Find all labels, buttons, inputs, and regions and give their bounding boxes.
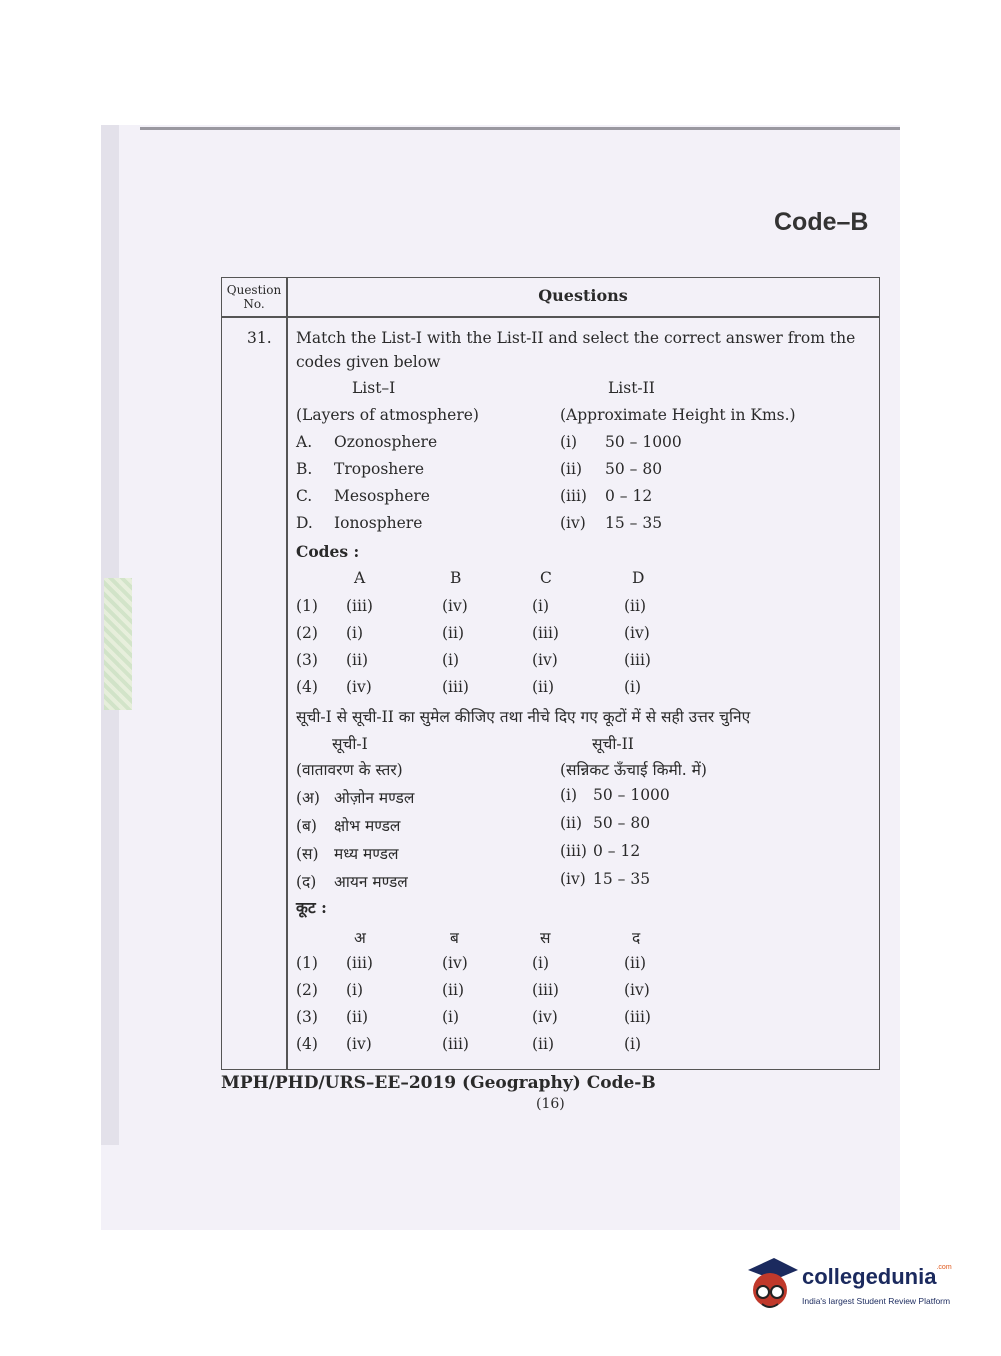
list2-hi-item-key: (i)	[560, 786, 578, 804]
codes-cell: (i)	[442, 651, 460, 669]
prompt-en-line1: Match the List-I with the List-II and select the correct answer from the	[296, 329, 856, 347]
list1-hi-item-text: क्षोभ मण्डल	[334, 817, 401, 835]
codes-col-header: C	[540, 569, 552, 587]
list2-item-text: 50 – 1000	[605, 433, 682, 451]
codes-cell: (i)	[532, 597, 550, 615]
list2-hi-item-key: (ii)	[560, 814, 583, 832]
list2-hi-item-text: 50 – 1000	[593, 786, 670, 804]
list1-item-key: C.	[296, 487, 313, 505]
codes-cell: (ii)	[532, 678, 555, 696]
header-divider	[222, 316, 879, 318]
codes-cell: (iv)	[346, 678, 372, 696]
codes-cell: (iii)	[442, 678, 469, 696]
collegedunia-logo	[744, 1252, 969, 1322]
codes-cell: (iv)	[624, 624, 650, 642]
codes-cell: (iii)	[532, 624, 559, 642]
list1-item-text: Ionosphere	[334, 514, 423, 532]
codes-col-header: द	[632, 929, 641, 947]
codes-cell: (i)	[346, 981, 364, 999]
codes-option: (2)	[296, 981, 318, 999]
codes-cell: (ii)	[442, 624, 465, 642]
codes-cell: (iii)	[624, 651, 651, 669]
codes-option: (2)	[296, 624, 318, 642]
list2-item-text: 0 – 12	[605, 487, 653, 505]
list1-hi-item-key: (ब)	[296, 817, 317, 835]
list1-hi-item-key: (द)	[296, 873, 317, 891]
codes-cell: (ii)	[624, 954, 647, 972]
header-questions: Questions	[538, 286, 628, 305]
list1-hi-item-text: ओज़ोन मण्डल	[334, 789, 415, 807]
list2-hi-item-key: (iv)	[560, 870, 586, 888]
codes-option: (1)	[296, 597, 318, 615]
codes-cell: (iii)	[442, 1035, 469, 1053]
list1-item-text: Troposhere	[334, 460, 425, 478]
logo-tagline: India's largest Student Review Platform	[802, 1296, 951, 1306]
logo-name: collegedunia	[802, 1264, 937, 1289]
codes-col-header: अ	[354, 929, 366, 947]
codes-cell: (i)	[442, 1008, 460, 1026]
codes-cell: (i)	[624, 678, 642, 696]
list1-item-key: B.	[296, 460, 313, 478]
codes-label-en: Codes :	[296, 542, 360, 561]
codes-cell: (ii)	[346, 1008, 369, 1026]
codes-cell: (iv)	[532, 1008, 558, 1026]
codes-cell: (ii)	[346, 651, 369, 669]
page-number: (16)	[536, 1096, 565, 1112]
list2-item-key: (iv)	[560, 514, 586, 532]
list1-hi-item-text: आयन मण्डल	[334, 873, 408, 891]
list2-hi-item-text: 15 – 35	[593, 870, 651, 888]
list2-subtitle-hi: (सन्निकट ऊँचाई किमी. में)	[560, 761, 707, 779]
codes-cell: (i)	[346, 624, 364, 642]
codes-cell: (i)	[624, 1035, 642, 1053]
list1-item-text: Mesosphere	[334, 487, 430, 505]
column-divider	[286, 278, 288, 1069]
prompt-hi: सूची-I से सूची-II का सुमेल कीजिए तथा नीचे दिए गए कूटों में से सही उत्तर चुनिए	[296, 708, 751, 726]
codes-option: (3)	[296, 651, 318, 669]
codes-col-header: B	[450, 569, 462, 587]
codes-col-header: स	[540, 929, 551, 947]
list2-hi-item-text: 0 – 12	[593, 842, 641, 860]
list1-item-key: D.	[296, 514, 313, 532]
codes-cell: (ii)	[532, 1035, 555, 1053]
page-top-border	[140, 127, 900, 130]
codes-cell: (iv)	[532, 651, 558, 669]
list2-item-text: 50 – 80	[605, 460, 663, 478]
binding-tape	[104, 578, 132, 710]
list1-hi-item-key: (अ)	[296, 789, 320, 807]
codes-option: (4)	[296, 678, 318, 696]
prompt-en-line2: codes given below	[296, 353, 441, 371]
list2-item-key: (iii)	[560, 487, 587, 505]
mascot-icon	[744, 1252, 800, 1318]
codes-col-header: ब	[450, 929, 459, 947]
list1-hi-item-text: मध्य मण्डल	[334, 845, 399, 863]
list2-item-key: (ii)	[560, 460, 583, 478]
list1-subtitle-hi: (वातावरण के स्तर)	[296, 761, 403, 779]
codes-option: (3)	[296, 1008, 318, 1026]
list2-hi-item-text: 50 – 80	[593, 814, 651, 832]
list2-subtitle-en: (Approximate Height in Kms.)	[560, 406, 796, 424]
codes-cell: (iii)	[532, 981, 559, 999]
codes-cell: (iv)	[442, 597, 468, 615]
header-question-no: Question No.	[226, 283, 282, 311]
codes-cell: (iv)	[442, 954, 468, 972]
question-table	[221, 277, 880, 1070]
codes-cell: (iii)	[346, 954, 373, 972]
codes-option: (4)	[296, 1035, 318, 1053]
list1-item-text: Ozonosphere	[334, 433, 438, 451]
code-header: Code–B	[774, 208, 869, 236]
logo-suffix: .com	[936, 1264, 952, 1271]
list1-item-key: A.	[296, 433, 313, 451]
list2-title-en: List-II	[608, 379, 655, 397]
list2-title-hi: सूची-II	[592, 735, 634, 753]
question-number: 31.	[247, 329, 272, 347]
codes-option: (1)	[296, 954, 318, 972]
codes-cell: (iv)	[346, 1035, 372, 1053]
list1-title-hi: सूची-I	[332, 735, 368, 753]
codes-cell: (iii)	[346, 597, 373, 615]
codes-cell: (iii)	[624, 1008, 651, 1026]
codes-col-header: D	[632, 569, 645, 587]
list2-item-text: 15 – 35	[605, 514, 663, 532]
codes-label-hi: कूट :	[296, 898, 327, 917]
codes-cell: (ii)	[442, 981, 465, 999]
codes-cell: (iv)	[624, 981, 650, 999]
list1-hi-item-key: (स)	[296, 845, 319, 863]
codes-col-header: A	[354, 569, 366, 587]
list2-hi-item-key: (iii)	[560, 842, 587, 860]
footer-title: MPH/PHD/URS–EE–2019 (Geography) Code-B	[221, 1073, 656, 1093]
list1-title-en: List–I	[352, 379, 396, 397]
list1-subtitle-en: (Layers of atmosphere)	[296, 406, 479, 424]
list2-item-key: (i)	[560, 433, 578, 451]
codes-cell: (ii)	[624, 597, 647, 615]
codes-cell: (i)	[532, 954, 550, 972]
